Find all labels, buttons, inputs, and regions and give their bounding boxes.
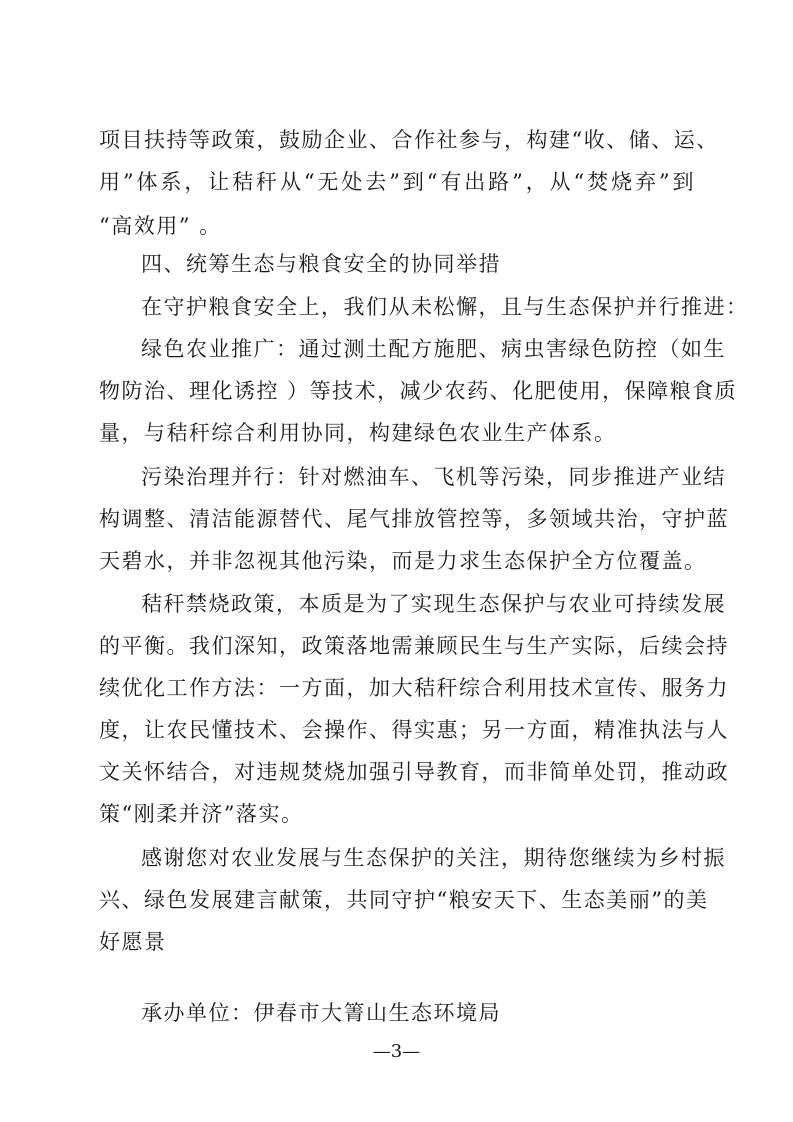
- body-line: “高效用” 。: [99, 214, 222, 238]
- body-line: 兴、绿色发展建言献策，共同守护“粮安天下、生态美丽”的美: [99, 888, 709, 912]
- section-heading: 四、统筹生态与粮食安全的协同举措: [141, 252, 501, 276]
- body-line: 续优化工作方法：一方面，加大秸秆综合利用技术宣传、服务力: [99, 676, 729, 700]
- page-number: —3—: [372, 1041, 421, 1062]
- organizer-line: 承办单位：伊春市大箐山生态环境局: [141, 1001, 501, 1025]
- body-line: 度，让农民懂技术、会操作、得实惠；另一方面，精准执法与人: [99, 718, 729, 742]
- body-line: 策“刚柔并济”落实。: [99, 802, 304, 826]
- body-line: 污染治理并行：针对燃油车、飞机等污染，同步推进产业结: [141, 465, 726, 489]
- body-line: 物防治、理化诱控 ）等技术，减少农药、化肥使用，保障粮食质: [99, 379, 738, 403]
- body-line: 的平衡。我们深知，政策落地需兼顾民生与生产实际，后续会持: [99, 634, 729, 658]
- body-line: 绿色农业推广：通过测土配方施肥、病虫害绿色防控（如生: [141, 337, 726, 361]
- body-line: 项目扶持等政策，鼓励企业、合作社参与，构建“收、储、运、: [99, 128, 719, 152]
- body-line: 构调整、清洁能源替代、尾气排放管控等，多领域共治，守护蓝: [99, 507, 729, 531]
- body-line: 在守护粮食安全上，我们从未松懈，且与生态保护并行推进：: [141, 295, 749, 319]
- body-line: 秸秆禁烧政策，本质是为了实现生态保护与农业可持续发展: [141, 592, 726, 616]
- body-line: 量，与秸秆综合利用协同，构建绿色农业生产体系。: [99, 421, 617, 445]
- body-line: 感谢您对农业发展与生态保护的关注，期待您继续为乡村振: [141, 846, 726, 870]
- body-line: 用”体系，让秸秆从“无处去”到“有出路”，从“焚烧弃”到: [99, 170, 695, 194]
- body-line: 文关怀结合，对违规焚烧加强引导教育，而非简单处罚，推动政: [99, 760, 729, 784]
- body-line: 天碧水，并非忽视其他污染，而是力求生态保护全方位覆盖。: [99, 549, 707, 573]
- body-line: 好愿景: [99, 930, 167, 954]
